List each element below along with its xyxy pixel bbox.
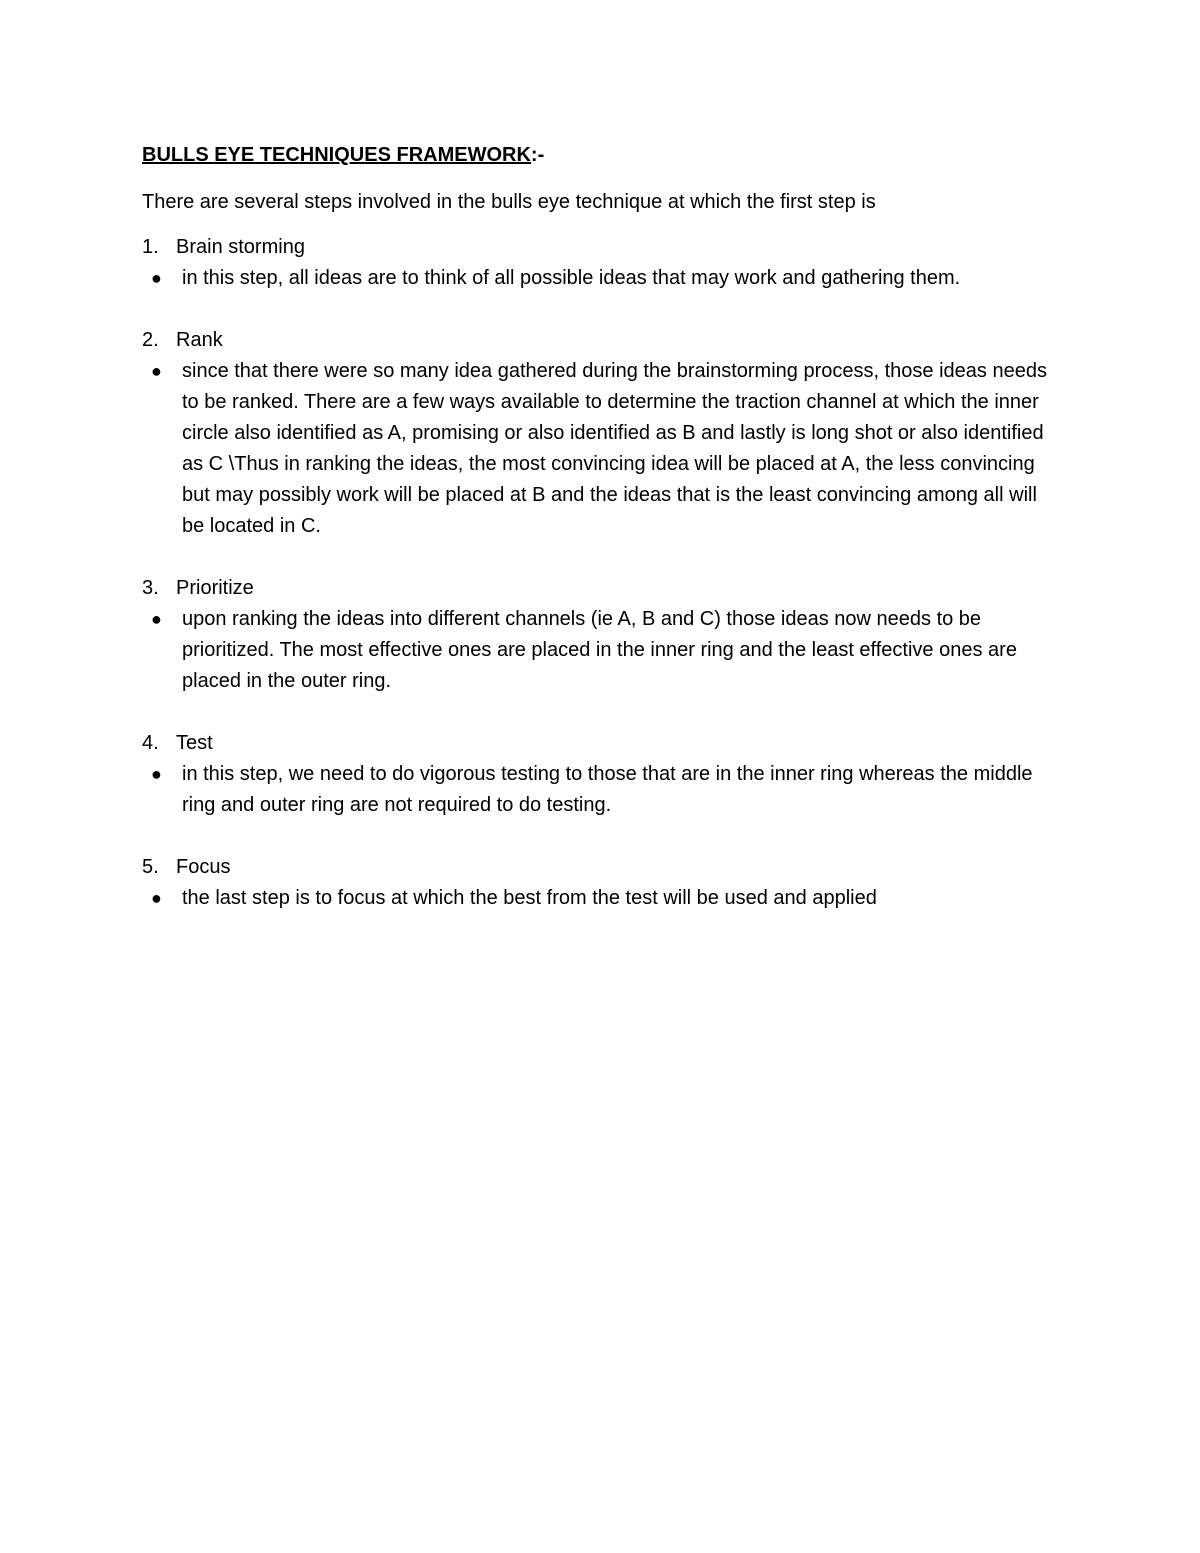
step-2	[142, 325, 1062, 542]
step-1	[142, 232, 1062, 294]
step-bullet-text: since that there were so many idea gathered during the brainstorming process, those ideas needs to be ranked. There are a few ways available to determine the traction channel at which the inner circle also identified as A, promising or also identified as B and lastly is long shot or also identified as C \Thus in ranking the ideas, the most convincing idea will be placed at A, the less convincing but may possibly work will be placed at B and the ideas that is the least convincing among all will be located in C.	[182, 360, 1047, 537]
step-heading-text: Prioritize	[176, 577, 254, 599]
document-title	[142, 140, 1062, 171]
bullet-icon: ●	[151, 888, 162, 908]
intro-paragraph: There are several steps involved in the bulls eye technique at which the first step is	[142, 191, 876, 213]
step-bullet-text: in this step, all ideas are to think of all possible ideas that may work and gathering them.	[182, 267, 961, 289]
step-bullet	[106, 604, 1062, 697]
step-heading	[106, 325, 1062, 356]
bullet-icon: ●	[151, 609, 162, 629]
step-heading-text: Brain storming	[176, 236, 305, 258]
document-body	[142, 140, 1062, 945]
step-bullet	[106, 883, 1062, 914]
step-5	[142, 852, 1062, 914]
step-4	[142, 728, 1062, 821]
step-3	[142, 573, 1062, 697]
step-heading-text: Focus	[176, 856, 231, 878]
bullet-icon: ●	[151, 268, 162, 288]
step-heading	[106, 728, 1062, 759]
step-heading-text: Test	[176, 732, 213, 754]
step-number: 3.	[142, 577, 159, 599]
step-bullet-text: upon ranking the ideas into different channels (ie A, B and C) those ideas now needs to be prioritized. The most effective ones are placed in the inner ring and the least effective ones are placed in the outer ring.	[182, 608, 1017, 692]
step-number: 5.	[142, 856, 159, 878]
step-number: 1.	[142, 236, 159, 258]
step-bullet	[106, 263, 1062, 294]
step-heading	[106, 852, 1062, 883]
step-number: 2.	[142, 329, 159, 351]
document-title-suffix: :-	[530, 144, 545, 166]
step-number: 4.	[142, 732, 159, 754]
step-bullet-text: the last step is to focus at which the best from the test will be used and applied	[182, 887, 877, 909]
bullet-icon: ●	[151, 361, 162, 381]
step-bullet	[106, 356, 1062, 542]
step-heading	[106, 573, 1062, 604]
step-heading-text: Rank	[176, 329, 223, 351]
step-heading	[106, 232, 1062, 263]
document-title-text: BULLS EYE TECHNIQUES FRAMEWORK	[142, 144, 531, 166]
step-bullet-text: in this step, we need to do vigorous testing to those that are in the inner ring whereas the middle ring and outer ring are not required to do testing.	[182, 763, 1033, 816]
step-bullet	[106, 759, 1062, 821]
bullet-icon: ●	[151, 764, 162, 784]
